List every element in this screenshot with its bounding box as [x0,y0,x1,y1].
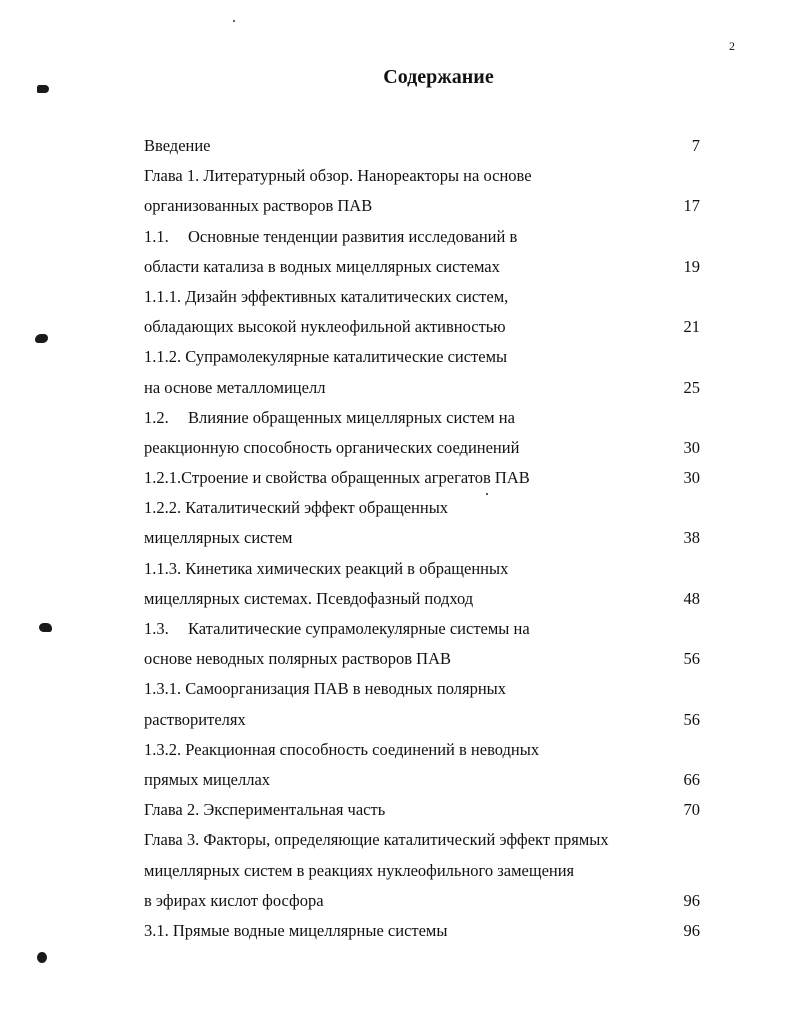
toc-entry [144,403,700,463]
toc-line [144,825,700,855]
toc-line [144,674,700,704]
toc-line [144,916,700,946]
toc-page-number: 30 [683,437,700,457]
toc-entry [144,282,700,342]
toc-entry [144,916,700,946]
toc-line [144,886,700,916]
page-title: Содержание [383,66,494,88]
toc-page-number: 56 [683,709,700,729]
toc-line-text: мицеллярных систем в реакциях нуклеофильного замещения [144,860,575,880]
toc-page-number: 19 [683,256,700,276]
toc-line-text: 1.3.2. Реакционная способность соединений в неводных [144,739,540,759]
toc-entry [144,614,700,674]
scan-blot-mark [39,623,52,632]
toc-line-text: мицеллярных системах. Псевдофазный подход [144,588,474,608]
toc-line [144,312,700,342]
toc-line-text: 1.1.2. Супрамолекулярные каталитические системы [144,347,508,367]
toc-line-text: Основные тенденции развития исследований в [188,226,518,246]
toc-line-text: Глава 3. Факторы, определяющие каталитический эффект прямых [144,830,609,850]
toc-line [144,705,700,735]
toc-line-text: 1.3.1. Самоорганизация ПАВ в неводных полярных [144,679,507,699]
toc-line [144,403,700,433]
toc-line-text: 1.1.1. Дизайн эффективных каталитических систем, [144,286,509,306]
toc-page-number: 96 [683,890,700,910]
toc-section-number: 1.2. [144,407,169,427]
toc-entry [144,735,700,795]
toc-line [144,765,700,795]
toc-entry [144,795,700,825]
toc-line-text: на основе металломицелл [144,377,326,397]
toc-line [144,373,700,403]
toc-entry [144,222,700,282]
scan-speck [486,493,488,495]
toc-line-text: обладающих высокой нуклеофильной активностью [144,317,506,337]
toc-line-text: мицеллярных систем [144,528,293,548]
toc-line [144,795,700,825]
toc-page-number: 56 [683,649,700,669]
toc-page-number: 21 [683,317,700,337]
toc-line [144,554,700,584]
toc-page-number: 96 [683,920,700,940]
toc-line [144,222,700,252]
toc-entry [144,342,700,402]
toc-line-text: растворителях [144,709,246,729]
toc-entry [144,161,700,221]
toc-section-number: 1.1. [144,226,169,246]
toc-line-text: основе неводных полярных растворов ПАВ [144,649,452,669]
scan-blot-mark [37,952,47,963]
toc-line [144,191,700,221]
toc-page-number: 38 [683,528,700,548]
toc-line [144,131,700,161]
toc-line [144,433,700,463]
toc-line [144,161,700,191]
scan-speck [233,20,235,22]
toc-line-text: Глава 1. Литературный обзор. Нанореакторы на основе [144,166,532,186]
toc-entry [144,825,700,916]
toc-line [144,584,700,614]
toc-page-number: 7 [691,136,700,155]
scan-blot-mark [35,334,48,343]
toc-entry [144,131,700,161]
toc-line-text: прямых мицеллах [144,769,271,789]
toc-line-text: Введение [144,136,211,155]
toc-line-text: 1.2.2. Каталитический эффект обращенных [144,498,449,518]
toc-line [144,463,700,493]
toc-page-number: 30 [683,468,700,488]
toc-line-text: 3.1. Прямые водные мицеллярные системы [144,920,448,940]
toc-line-text: организованных растворов ПАВ [144,196,373,216]
toc-line-text: Влияние обращенных мицеллярных систем на [188,407,515,427]
toc-line [144,342,700,372]
toc-page-number: 17 [683,196,700,216]
toc-section-number: 1.3. [144,619,169,638]
toc-line-text: 1.1.3. Кинетика химических реакций в обращенных [144,558,509,578]
toc-line [144,856,700,886]
toc-line-text: Каталитические супрамолекулярные системы на [188,619,530,638]
toc-entry [144,674,700,734]
toc-line [144,523,700,553]
toc-line-text: 1.2.1.Строение и свойства обращенных агрегатов ПАВ [144,468,530,488]
toc-line-text: реакционную способность органических соединений [144,437,520,457]
toc-entry [144,463,700,493]
toc-line-text: в эфирах кислот фосфора [144,890,324,910]
table-of-contents [144,131,700,946]
toc-line [144,644,700,674]
toc-line-text: области катализа в водных мицеллярных системах [144,256,500,276]
scan-blot-mark [37,85,49,93]
toc-entry [144,554,700,614]
toc-page-number: 25 [683,377,700,397]
toc-line [144,252,700,282]
toc-line [144,735,700,765]
toc-line [144,282,700,312]
page-number: 2 [729,39,735,53]
toc-line-text: Глава 2. Экспериментальная часть [144,800,386,820]
toc-page-number: 48 [683,588,700,608]
toc-page-number: 66 [683,769,700,789]
toc-line [144,493,700,523]
toc-line [144,614,700,644]
toc-page-number: 70 [683,800,700,820]
toc-entry [144,493,700,553]
